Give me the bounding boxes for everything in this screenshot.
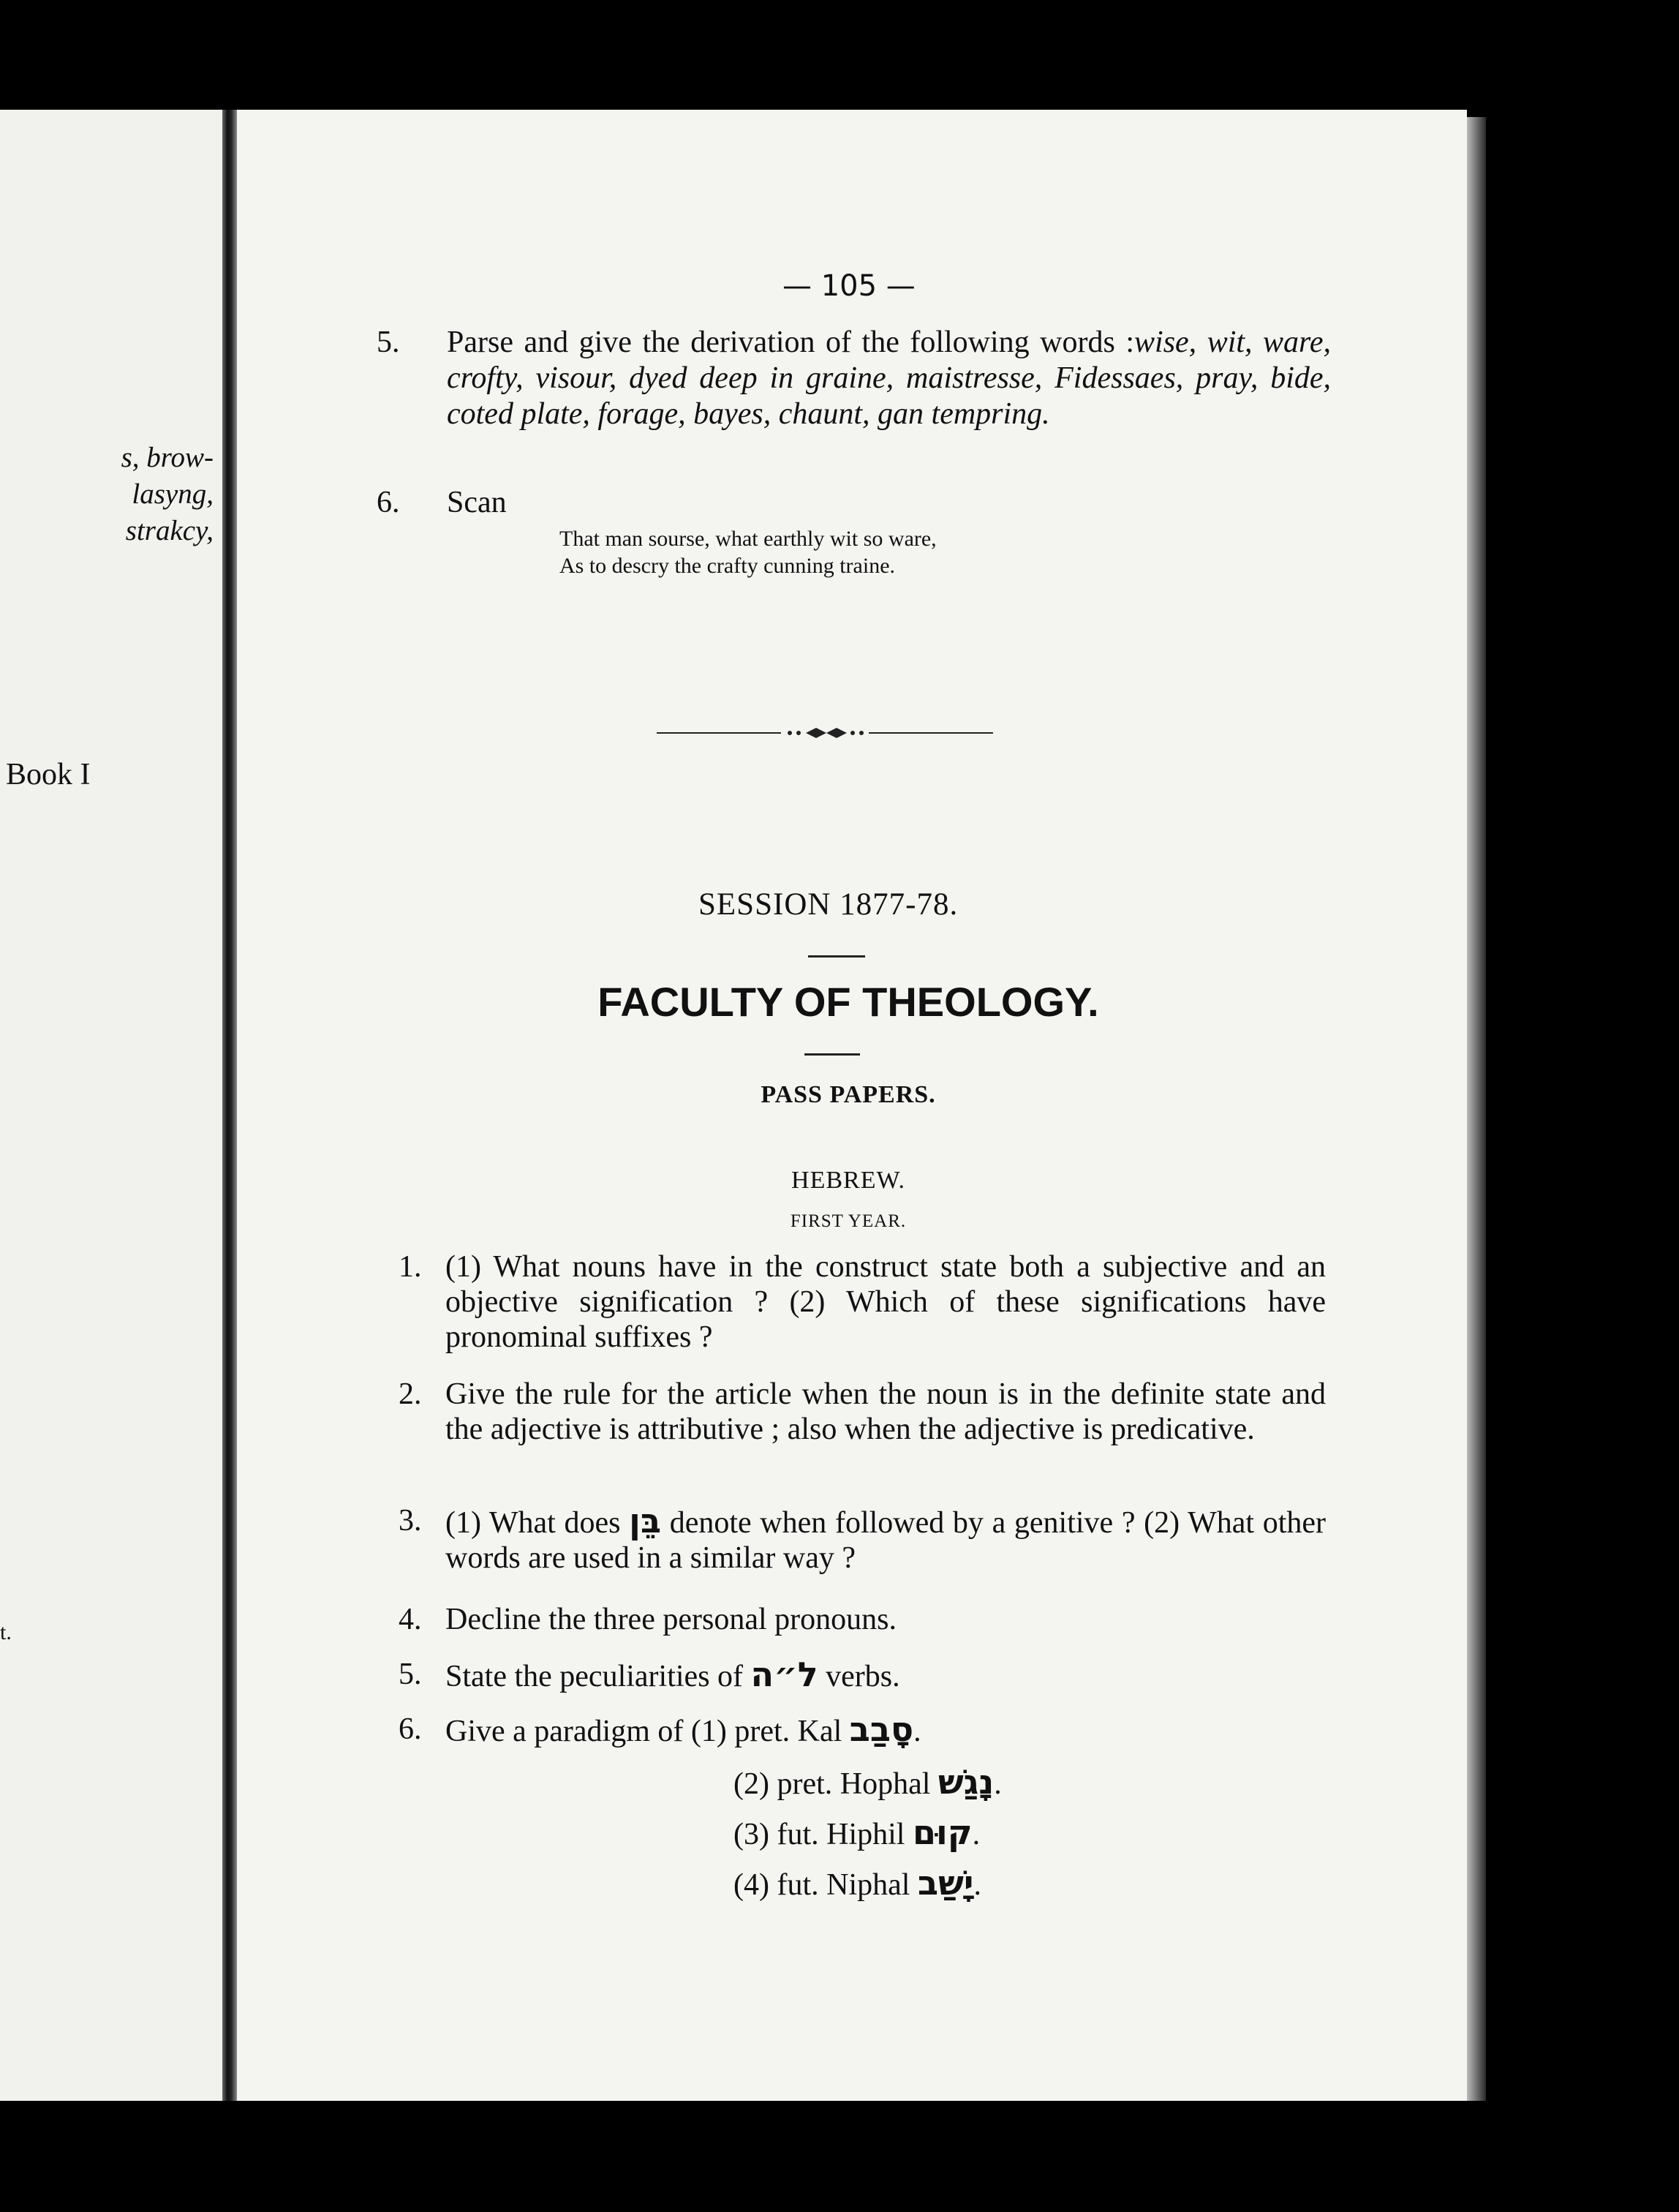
prior-question-6 bbox=[377, 485, 815, 521]
year-heading: FIRST YEAR. bbox=[790, 1211, 907, 1231]
question-text-post: verbs. bbox=[826, 1660, 900, 1693]
question-4 bbox=[399, 1602, 1326, 1637]
question-text: Give the rule for the article when the noun is in the definite state and the adjective is attributive ; also when the adjective is predicative. bbox=[445, 1377, 1326, 1446]
verse-quotation bbox=[559, 525, 937, 579]
question-words: wise, wit, ware, crofty, visour, dyed deep in graine, maistresse, Fidessaes, pray, bide, coted plate, forage, bayes, chaunt, gan tempring. bbox=[447, 326, 1331, 431]
heading-rule bbox=[804, 1053, 860, 1056]
ornament-divider bbox=[657, 724, 993, 742]
prior-question-5 bbox=[377, 325, 1331, 432]
question-5 bbox=[399, 1657, 1326, 1694]
question-text-pre: Give a paradigm of (1) pret. Kal bbox=[445, 1715, 842, 1748]
pass-papers-heading: PASS PAPERS. bbox=[761, 1081, 936, 1108]
faculty-title: FACULTY OF THEOLOGY. bbox=[597, 979, 1099, 1025]
book-gutter bbox=[222, 110, 237, 2101]
question-number: 2. bbox=[399, 1377, 422, 1411]
question-text: (1) What nouns have in the construct state both a subjective and an objective signification ? (2) Which of these significations have pronominal suffixes ? bbox=[445, 1250, 1326, 1354]
question-number: 6. bbox=[399, 1712, 422, 1746]
left-page-text: t. bbox=[0, 1620, 12, 1644]
hebrew-word: ל״ה bbox=[750, 1655, 818, 1694]
question-text bbox=[445, 1657, 1326, 1694]
question-number: 6. bbox=[377, 486, 400, 519]
paradigm-label: (2) pret. Hophal bbox=[733, 1767, 931, 1801]
question-1 bbox=[399, 1249, 1326, 1355]
left-page-text: lasyng, bbox=[132, 478, 214, 510]
left-page-text: s, brow- bbox=[121, 442, 214, 473]
question-lead: Parse and give the derivation of the following words : bbox=[447, 326, 1135, 359]
hebrew-word: בֵּן bbox=[629, 1501, 662, 1540]
paradigm-line: (2) pret. Hophal נָגַשׁ. bbox=[733, 1762, 1002, 1802]
heading-rule bbox=[808, 955, 865, 958]
question-text bbox=[445, 1709, 1326, 1749]
paradigm-line: (4) fut. Niphal יָשַׁב. bbox=[733, 1863, 981, 1903]
verse-line: That man sourse, what earthly wit so ware, bbox=[559, 527, 937, 551]
question-text: Decline the three personal pronouns. bbox=[445, 1603, 897, 1636]
question-text-post: denote when followed by a genitive ? (2) What other words are used in a similar way ? bbox=[445, 1506, 1326, 1575]
question-number: 5. bbox=[377, 326, 400, 359]
hebrew-word: קוּם bbox=[912, 1813, 973, 1852]
question-text bbox=[447, 325, 1331, 432]
left-page-text: strakcy, bbox=[125, 515, 214, 546]
left-page-text: Book I bbox=[6, 758, 91, 791]
hebrew-word: נָגַשׁ bbox=[937, 1762, 995, 1802]
question-text bbox=[445, 1503, 1326, 1576]
session-heading: SESSION 1877-78. bbox=[698, 887, 959, 922]
question-3 bbox=[399, 1503, 1326, 1576]
page-number: — 105 — bbox=[782, 269, 916, 303]
question-text-pre: (1) What does bbox=[445, 1506, 621, 1540]
question-number: 5. bbox=[399, 1658, 422, 1691]
question-number: 1. bbox=[399, 1250, 422, 1284]
page-edge-shadow bbox=[1467, 117, 1486, 2101]
hebrew-word: סָבַב bbox=[849, 1709, 914, 1749]
question-2 bbox=[399, 1377, 1326, 1447]
question-text-pre: State the peculiarities of bbox=[445, 1660, 744, 1693]
verse-line: As to descry the crafty cunning traine. bbox=[559, 554, 896, 578]
question-6 bbox=[399, 1709, 1326, 1749]
subject-heading: HEBREW. bbox=[791, 1167, 905, 1194]
question-number: 3. bbox=[399, 1504, 422, 1538]
paradigm-label: (3) fut. Hiphil bbox=[733, 1818, 905, 1851]
left-page-fragment bbox=[0, 110, 227, 2101]
paradigm-line: (3) fut. Hiphil קוּם. bbox=[733, 1813, 981, 1852]
hebrew-word: יָשַׁב bbox=[917, 1863, 974, 1903]
paradigm-label: (4) fut. Niphal bbox=[733, 1868, 910, 1902]
question-number: 4. bbox=[399, 1603, 422, 1636]
question-text-post: . bbox=[913, 1715, 921, 1748]
question-text: Scan bbox=[447, 486, 507, 519]
